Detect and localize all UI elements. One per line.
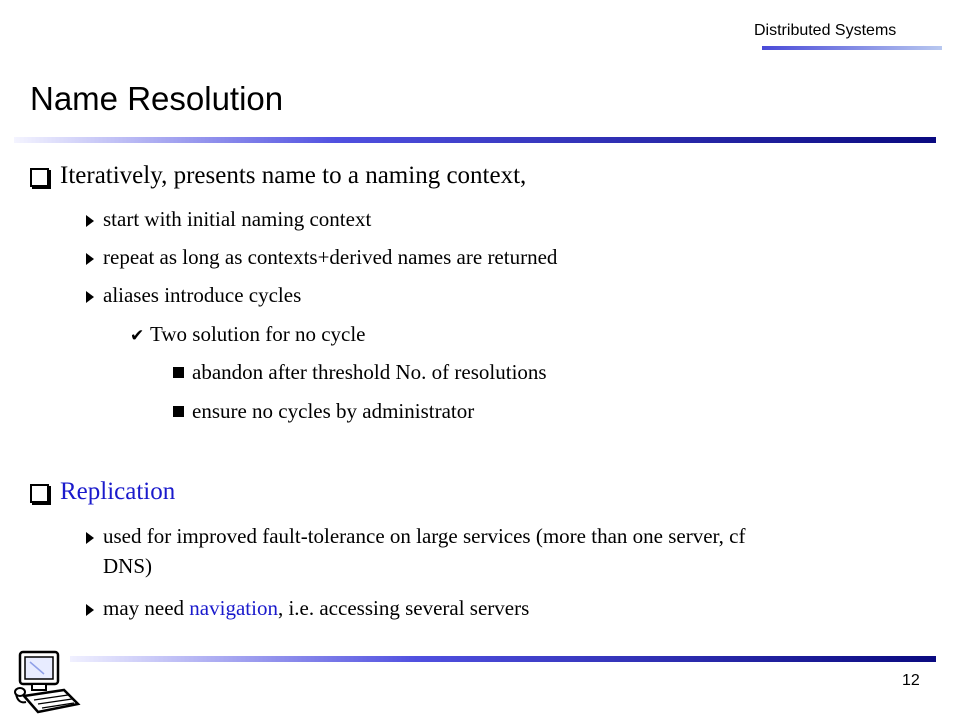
subbullet-text: used for improved fault-tolerance on large services (more than one server, cf (103, 524, 746, 548)
subbullet-text: aliases introduce cycles (103, 283, 302, 307)
subsub-text: Two solution for no cycle (150, 322, 366, 346)
level4-text: abandon after threshold No. of resolutions (192, 360, 547, 384)
triangle-bullet-icon (86, 253, 94, 265)
slide-title: Name Resolution (30, 80, 284, 117)
course-title: Distributed Systems (754, 22, 897, 39)
level4-text: ensure no cycles by administrator (192, 399, 475, 423)
filled-square-bullet-icon (173, 406, 184, 417)
computer-icon (14, 648, 84, 718)
subbullet-text: repeat as long as contexts+derived names are returned (103, 245, 558, 269)
square-box-bullet-icon (30, 168, 49, 187)
square-box-bullet-icon (30, 484, 49, 503)
filled-square-bullet-icon (173, 367, 184, 378)
checkmark-bullet-icon: ✔ (130, 326, 145, 346)
triangle-bullet-icon (86, 604, 94, 616)
subbullet-text-continued: DNS) (103, 554, 153, 578)
footer-divider (70, 656, 936, 662)
subbullet-text: start with initial naming context (103, 207, 372, 231)
text-prefix: may need (103, 596, 190, 620)
text-suffix: , i.e. accessing several servers (277, 596, 530, 620)
title-divider (14, 137, 936, 143)
triangle-bullet-icon (86, 215, 94, 227)
triangle-bullet-icon (86, 291, 94, 303)
header-underline (762, 46, 942, 50)
bullet-text: Iteratively, presents name to a naming context, (60, 162, 527, 189)
page-number: 12 (902, 672, 920, 689)
triangle-bullet-icon (86, 532, 94, 544)
bullet-text: Replication (60, 478, 176, 505)
subbullet-text (103, 596, 529, 621)
navigation-highlight: navigation (189, 596, 278, 620)
